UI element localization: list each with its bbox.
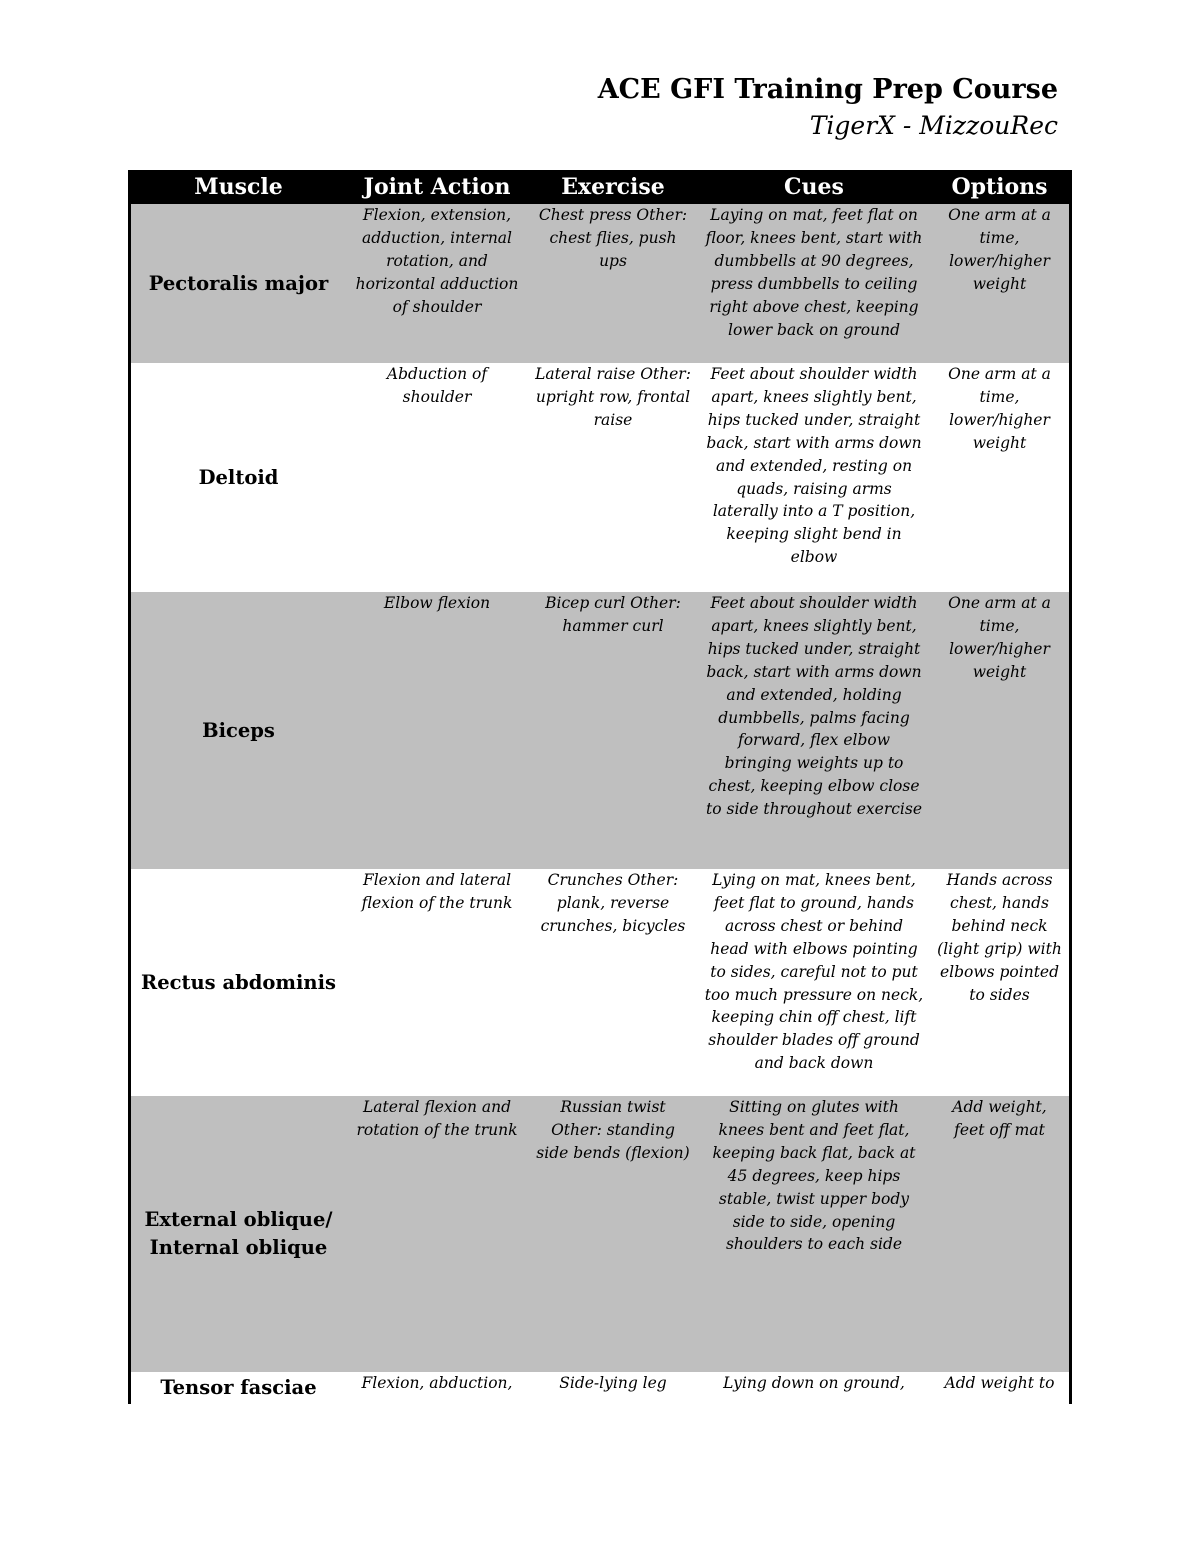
joint-action-cell: Lateral flexion and rotation of the trunk [356, 1098, 518, 1139]
muscle-cell: Deltoid [198, 465, 279, 489]
cues-cell: Lying on mat, knees bent, feet flat to ground, hands across chest or behind head with elbows pointing to sides, careful not to put too much pressure on neck, keeping chin off chest, lift shoulder blades off ground and back down [704, 871, 924, 1073]
table-row [131, 1096, 1069, 1372]
cues-cell: Sitting on glutes with knees bent and feet flat, keeping back flat, back at 45 degrees, keep hips stable, twist upper body side to side, opening shoulders to each side [712, 1098, 916, 1254]
cues-cell: Feet about shoulder width apart, knees slightly bent, hips tucked under, straight back, start with arms down and extended, holding dumbbells, palms facing forward, flex elbow bringing weights up to chest, keeping elbow close to side throughout exercise [706, 594, 922, 819]
options-cell: Hands across chest, hands behind neck (light grip) with elbows pointed to sides [937, 871, 1062, 1004]
table-row [131, 1372, 1069, 1404]
column-header-cues: Cues [784, 174, 844, 200]
joint-action-cell: Elbow flexion [383, 594, 491, 612]
exercise-cell: Side-lying leg [559, 1374, 667, 1392]
exercise-cell: Chest press Other: chest flies, push ups [538, 206, 688, 270]
document-title: ACE GFI Training Prep Course [597, 74, 1058, 105]
exercise-cell: Lateral raise Other: upright row, frontal raise [535, 365, 691, 429]
muscle-cell: Biceps [202, 718, 275, 742]
joint-action-cell: Flexion and lateral flexion of the trunk [361, 871, 513, 912]
exercise-cell: Russian twist Other: standing side bends (flexion) [536, 1098, 690, 1162]
column-header-options: Options [951, 174, 1048, 200]
table-row [131, 592, 1069, 869]
joint-action-cell: Flexion, extension, adduction, internal rotation, and horizontal adduction of shoulder [355, 206, 519, 316]
muscle-cell: Rectus abdominis [141, 970, 336, 994]
joint-action-cell: Flexion, abduction, [361, 1374, 513, 1392]
cues-cell: Lying down on ground, [723, 1374, 905, 1392]
muscle-cell: External oblique/ Internal oblique [144, 1208, 333, 1259]
document-subtitle: TigerX - MizzouRec [809, 111, 1058, 140]
table-row [131, 869, 1069, 1096]
column-header-joint-action: Joint Action [363, 174, 511, 200]
muscle-cell: Tensor fasciae [160, 1376, 317, 1399]
joint-action-cell: Abduction of shoulder [386, 365, 488, 406]
options-cell: One arm at a time, lower/higher weight [948, 594, 1051, 681]
options-cell: Add weight, feet off mat [952, 1098, 1047, 1139]
table-row [131, 204, 1069, 363]
table-header-row [131, 170, 1069, 204]
options-cell: One arm at a time, lower/higher weight [948, 206, 1051, 293]
muscle-cell: Pectoralis major [148, 271, 329, 295]
column-header-muscle: Muscle [194, 174, 283, 200]
options-cell: One arm at a time, lower/higher weight [948, 365, 1051, 452]
exercise-cell: Crunches Other: plank, reverse crunches, bicycles [540, 871, 686, 935]
exercise-table [128, 170, 1072, 1404]
cues-cell: Laying on mat, feet flat on floor, knees bent, start with dumbbells at 90 degrees, press dumbbells to ceiling right above chest, keeping lower back on ground [705, 206, 923, 339]
options-cell: Add weight to [944, 1374, 1055, 1392]
document-header [598, 72, 1058, 144]
column-header-exercise: Exercise [561, 174, 665, 200]
exercise-cell: Bicep curl Other: hammer curl [545, 594, 681, 635]
table-row [131, 363, 1069, 592]
cues-cell: Feet about shoulder width apart, knees slightly bent, hips tucked under, straight back, start with arms down and extended, resting on quads, raising arms laterally into a T position, keeping slight bend in elbow [706, 365, 922, 567]
